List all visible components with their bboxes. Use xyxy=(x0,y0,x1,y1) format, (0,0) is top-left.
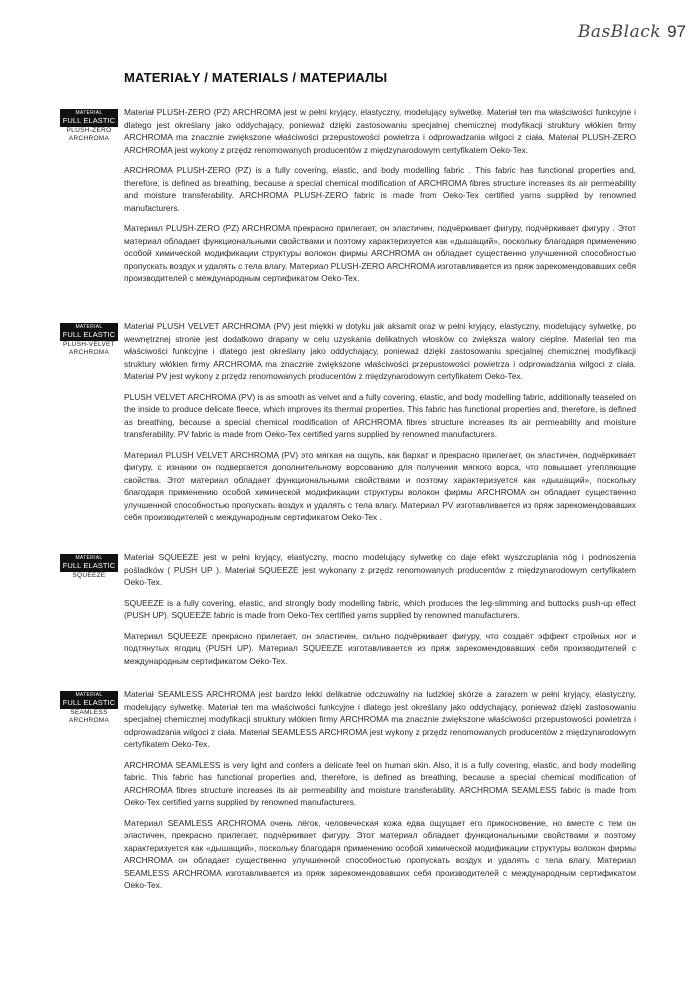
badge-material-brand: ARCHROMA xyxy=(68,349,110,356)
paragraph-pl: Materiał SEAMLESS ARCHROMA jest bardzo lekki delikatnie odczuwalny na ludzkiej skórze a zarazem w pełni kryjący, elastyczny, modelujący sylwetkę. Materiał ten ma właściwości funkcyjne i dlatego jest określany jako oddychający, ponieważ dzięki zastosowaniu specjalnej chemicznej modyfikacji struktury włókien firmy ARCHROMA ma znacznie zwiększone właściwości przepustowości powietrza i odprowadzania wilgoci z ciała. Materiał SEAMLESS ARCHROMA jest wykony z przędz renomowanych producentów z międzynarodowym certyfikatem Oeko-Tex. xyxy=(124,689,636,749)
badge-material-label: MATERIAL xyxy=(75,324,103,330)
paragraph-pl: Materiał PLUSH-ZERO (PZ) ARCHROMA jest w pełni kryjący, elastyczny, modelujący sylwetkę. Materiał ten ma właściwości funkcyjne i dlatego jest określany jako oddychający, ponieważ dzięki zastosowaniu specjalnej chemicznej modyfikacji struktury włókien firmy ARCHROMA ma znacznie zwiększone właściwości przepustowości powietrza i odprowadzania wilgoci z ciała. Materiał PLUSH-ZERO ARCHROMA jest wykony z przędz renomowanych producentów z międzynarodowym certyfikatem Oeko-Tex. xyxy=(124,107,636,155)
badge-material-label: MATERIAL xyxy=(75,692,103,698)
paragraph-en: ARCHROMA PLUSH-ZERO (PZ) is a fully covering, elastic, and body modelling fabric . This fabric has functional properties and, therefore, is defined as breathing, because a special chemical modification of ARCHROMA fibres structure increases its air permeability and moisture transferability. ARCHROMA PLUSH-ZERO fabric is made from Oeko-Tex certified yarns supplied by renowned manufacturers. xyxy=(124,165,636,213)
paragraph-pl: Materiał PLUSH VELVET ARCHROMA (PV) jest miękki w dotyku jak aksamit oraz w pełni kryjący, elastyczny, modelujący sylwetkę, po wewnętrznej stronie jest dodatkowo drapany w celu uzyskania delikatnych włosków co zwiększa walory cieplne. Materiał ten ma właściwości funkcyjne i dlatego jest określany jako oddychający, ponieważ dzięki zastosowaniu specjalnej chemicznej modyfikacji struktury włókien firmy ARCHROMA ma znacznie zwiększone właściwości przepustowości powietrza i odprowadzania wilgoci z ciała. Materiał PV jest wykony z przędz renomowanych producentów z międzynarodowym certyfikatem Oeko-Tex. xyxy=(124,321,636,381)
material-description xyxy=(124,551,636,675)
material-badge xyxy=(60,554,118,580)
paragraph-pl: Materiał SQUEEZE jest w pełni kryjący, elastyczny, mocno modelujący sylwetkę co daje efekt wyszczuplania nóg i podnoszenia pośladków ( PUSH UP ). Materiał SQUEEZE jest wykonany z przędz renomowanych producentów z międzynarodowym certyfikatem Oeko-Tex. xyxy=(124,552,636,587)
material-description xyxy=(124,320,636,532)
paragraph-en: SQUEEZE is a fully covering, elastic, and strongly body modelling fabric, which produces the leg-slimming and buttocks push-up effect (PUSH UP). SQUEEZE fabric is made from Oeko-Tex certified yarns supplied by renowned manufacturers. xyxy=(124,597,636,620)
badge-box xyxy=(60,323,118,341)
badge-full-elastic-label: FULL ELASTIC xyxy=(62,698,116,707)
paragraph-ru: Материал PLUSH-ZERO (PZ) ARCHROMA прекрасно прилегает, он эластичен, подчёркивает фигуру, подчёркивает фигуру . Этот материал обладает функциональными свойствами и поэтому характеризуется как «дышащий», поскольку благодаря применению особой химической модификации структуры волокон фирмы ARCHROMA он обладает существенно улучшенной способностью пропускать воздух и удалять с тела влагу. Материал PLUSH-ZERO ARCHROMA изготавливается из пряж зарекомендовавших себя производителей с международным сертификатом Oeko-Tex. xyxy=(124,223,636,283)
badge-material-name: SQUEEZE xyxy=(72,572,106,579)
badge-full-elastic-label: FULL ELASTIC xyxy=(62,561,116,570)
badge-box xyxy=(60,691,118,709)
badge-material-brand: ARCHROMA xyxy=(68,717,110,724)
paragraph-ru: Материал PLUSH VELVET ARCHROMA (PV) это мягкая на ощупь, как бархат и прекрасно прилегает, он эластичен, подчёркивает фигуру, с изнанки он подвергается дополнительному ворсованию для получения мягкого ворса, что повышает утепляющие свойства. Этот материал обладает функциональными свойствами и поэтому характеризуется как «дышащий», поскольку благодаря применению особой химической модификации структуры волокон фирмы ARCHROMA он обладает существенно улучшенной способностью пропускать воздух и удалять с тела влагу. Материал PV изготавливается из пряж зарекомендовавших себя производителей с международным сертификатом Oeko-Tex . xyxy=(124,449,636,522)
badge-full-elastic-label: FULL ELASTIC xyxy=(62,116,116,125)
badge-material-label: MATERIAL xyxy=(75,555,103,561)
badge-material-name: SEAMLESS xyxy=(70,709,108,716)
badge-material-label: MATERIAL xyxy=(75,110,103,116)
badge-box xyxy=(60,109,118,127)
material-badge xyxy=(60,323,118,357)
material-badge xyxy=(60,691,118,725)
brand-logo: BasBlack xyxy=(577,22,662,42)
page-number: 97 xyxy=(667,22,686,41)
paragraph-ru: Материал SQUEEZE прекрасно прилегает, он эластичен, сильно подчёркивает фигуру, что создаёт эффект стройных ног и подтянутых ягодиц (PUSH UP). Материал SQUEEZE изготавливается из пряж зарекомендовавших себя производителей с международным сертификатом Oeko-Tex. xyxy=(124,630,636,666)
page-header xyxy=(578,22,686,42)
paragraph-ru: Материал SEAMLESS ARCHROMA очень лёгок, человеческая кожа едва ощущает его прикосновение, но вместе с тем он эластичен, прекрасно прилегает, подчёркивает фигуру. Этот материал обладает функциональными свойствами и поэтому характеризуется как «дышащий», поскольку благодаря применению особой химической модификации структуры волокон фирмы ARCHROMA он обладает существенно улучшенной способностью пропускать воздух и удалять с тела влагу. Материал SEAMLESS ARCHROMA изготавливается из пряж зарекомендовавших себя производителей с международным сертификатом Oeko-Tex. xyxy=(124,817,636,890)
page-title: MATERIAŁY / MATERIALS / МАТЕРИАЛЫ xyxy=(124,70,388,85)
badge-box xyxy=(60,554,118,572)
material-description xyxy=(124,688,636,900)
badge-material-name: PLUSH-ZERO xyxy=(66,127,112,134)
badge-material-name: PLUSH-VELVET xyxy=(63,341,115,348)
badge-material-brand: ARCHROMA xyxy=(68,135,110,142)
badge-full-elastic-label: FULL ELASTIC xyxy=(62,330,116,339)
paragraph-en: PLUSH VELVET ARCHROMA (PV) is as smooth as velvet and a fully covering, elastic, and body modelling fabric, additionally teaseled on the inside to produce delicate fleece, which improves its thermal properties. This fabric has functional properties and, therefore, is defined as breathing, because a special chemical modification of ARCHROMA fibres structure increases its air permeability and moisture transferability. PV fabric is made from Oeko-Tex certified yarns supplied by renowned manufacturers. xyxy=(124,391,636,439)
material-description xyxy=(124,106,636,293)
paragraph-en: ARCHROMA SEAMLESS is very light and confers a delicate feel on human skin. Also, it is a fully covering, elastic, and body modelling fabric. This fabric has functional properties and, therefore, is defined as breathing, because a special chemical modification of ARCHROMA fibres structure increases its air permeability and moisture transferability. ARCHROMA SEAMLESS fabric is made from Oeko-Tex certified yarns supplied by renowned manufacturers. xyxy=(124,759,636,807)
material-badge xyxy=(60,109,118,143)
